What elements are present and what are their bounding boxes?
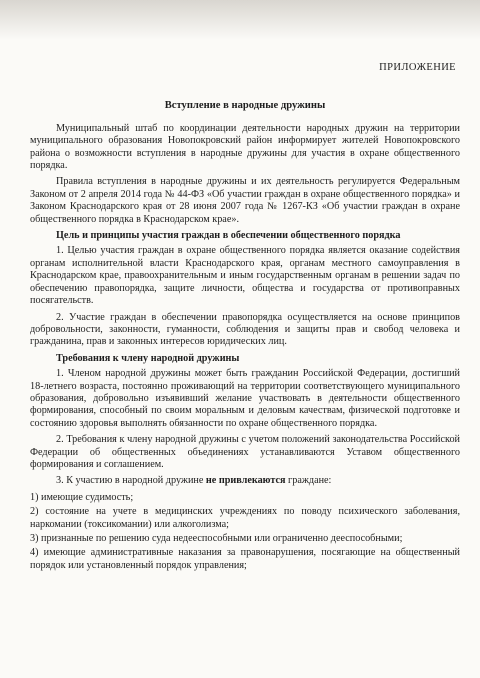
req-3-end: граждане: — [285, 475, 332, 487]
appendix-label: ПРИЛОЖЕНИЕ — [379, 62, 456, 73]
list-item-1: 1) имеющие судимость; — [30, 491, 134, 503]
list-item-2: 2) состояние на учете в медицинских учреждениях по поводу психического заболевания, наркомании (токсикомании) или алкоголизма; — [30, 506, 460, 530]
paragraph-req-2: 2. Требования к члену народной дружины с учетом положений законодательства Российской Федерации об общественных объединениях устанавливаются Уставом общественного формирования и соглашением. — [30, 434, 460, 470]
list-item-3: 3) признанные по решению суда недееспособными или ограниченно дееспособными; — [30, 533, 403, 544]
paragraph-req-3 — [30, 475, 460, 487]
paragraph-intro: Муниципальный штаб по координации деятельности народных дружин на территории муниципального образования Новопокровский район информирует жителей Новопокровского района о возможности вступления в народные дружины для участия в охране общественного порядка. — [30, 122, 460, 172]
paragraph-goal-2: 2. Участие граждан в обеспечении правопорядка осуществляется на основе принципов добровольности, законности, гуманности, соблюдения и защиты прав и свобод человека и гражданина, прав и законных интересов юридических лиц. — [30, 311, 460, 348]
document-body — [30, 62, 460, 574]
document-title: Вступление в народные дружины — [164, 100, 326, 112]
req-3-start: 3. К участию в народной дружине — [56, 475, 206, 487]
list-item-4: 4) имеющие административные наказания за правонарушения, посягающие на общественный порядок или установленный порядок управления; — [30, 547, 460, 571]
paragraph-rules: Правила вступления в народные дружины и их деятельность регулируется Федеральным Законом от 2 апреля 2014 года № 44-ФЗ «Об участии граждан в охране общественного порядка» и Законом Краснодарского края от 28 июня 2007 года № 1267-КЗ «Об участии граждан в охране общественного порядка в Краснодарском крае». — [30, 176, 460, 225]
paragraph-req-1: 1. Членом народной дружины может быть гражданин Российской Федерации, достигший 18-летнего возраста, постоянно проживающий на территории соответствующего муниципального образования, добровольно изъявивший желание участвовать в деятельности общественного формирования, способный по своим моральным и деловым качествам, физической подготовке и состоянию здоровья выполнять обязанности по охране общественного порядка. — [30, 368, 460, 429]
heading-goals: Цель и принципы участия граждан в обеспечении общественного порядка — [56, 230, 401, 242]
req-3-bold: не привлекаются — [205, 475, 286, 487]
heading-requirements: Требования к члену народной дружины — [56, 352, 240, 364]
scan-shadow — [0, 0, 480, 40]
paragraph-goal-1: 1. Целью участия граждан в охране общественного порядка является оказание содействия органам исполнительной власти Краснодарского края, органам местного самоуправления в Краснодарском крае, правоохранительным и иным государственным органам в решении задач по обеспечению правопорядка, защите личности, общества и государства от противоправных посягательств. — [30, 245, 460, 307]
